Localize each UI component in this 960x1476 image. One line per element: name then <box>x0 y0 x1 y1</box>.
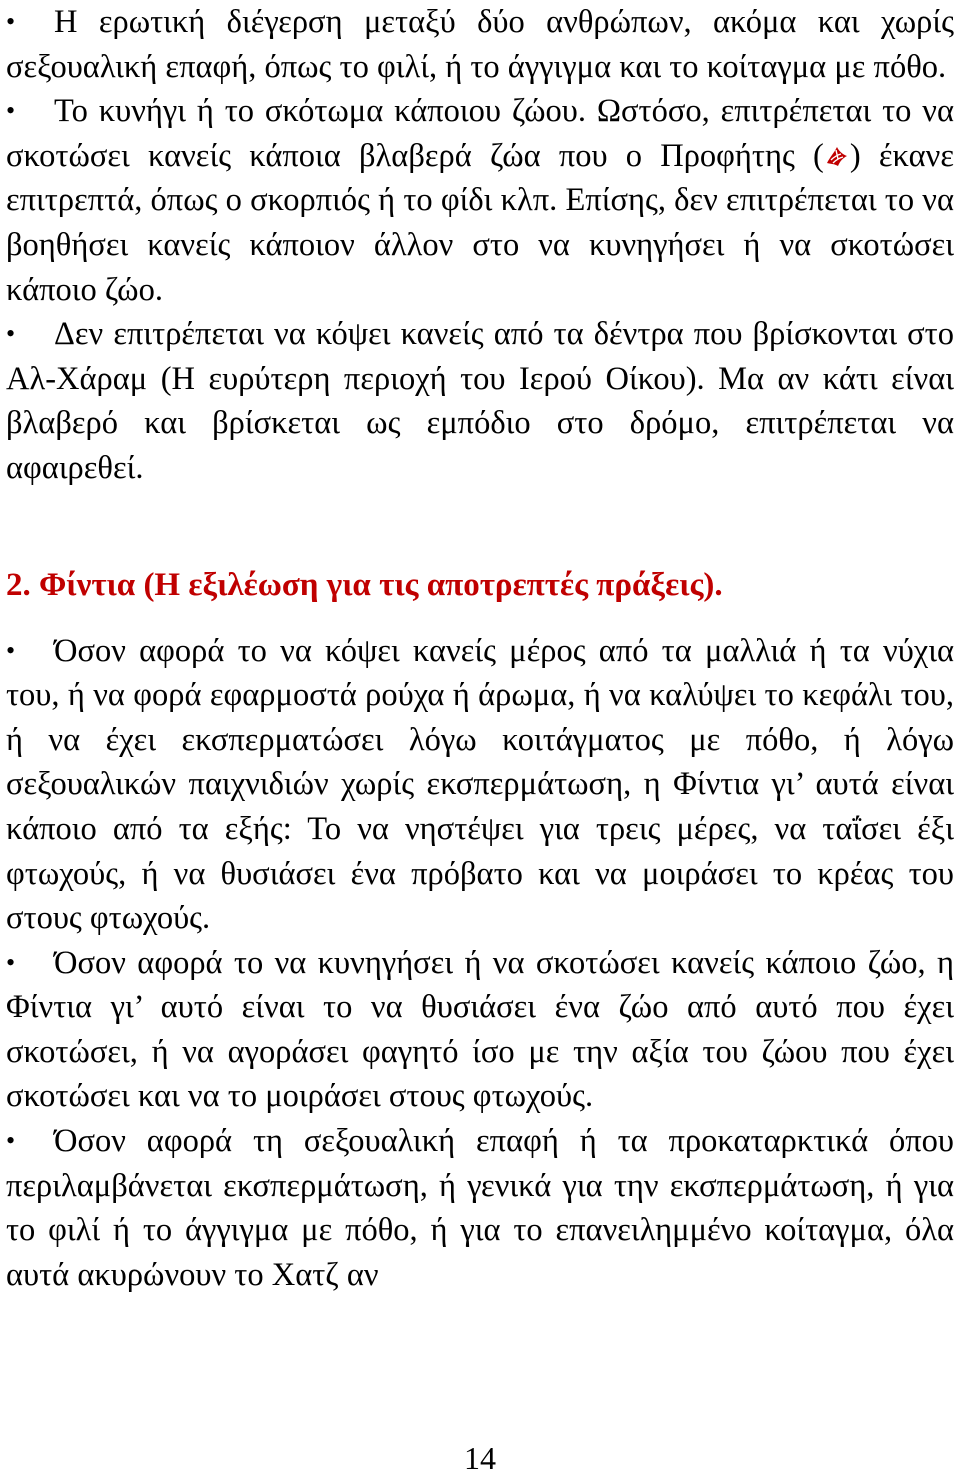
paragraph-text: Όσον αφορά το να κόψει κανείς μέρος από τα μαλλιά ή τα νύχια του, ή να φορά εφαρμοστά ρούχα ή άρωμα, ή να καλύψει το κεφάλι του, ή να έχει εκσπερματώσει λόγω κοιτάγματος με πόθο, ή λόγω σεξουαλικών παιχνιδιών χωρίς εκσπερμάτωση, η Φίντια γι’ αυτά είναι κάποιο από τα εξής: Το να νηστέψει για τρεις μέρες, να ταΐσει έξι φτωχούς, ή να θυσιάσει ένα πρόβατο και να μοιράσει το κρέας του στους φτωχούς. <box>6 632 954 937</box>
bullet-paragraph-5 <box>6 941 954 1119</box>
page-content <box>6 0 954 1297</box>
bullet-icon: • <box>6 1126 16 1156</box>
bullet-paragraph-1 <box>6 0 954 89</box>
paragraph-text: Όσον αφορά τη σεξουαλική επαφή ή τα προκαταρκτικά όπου περιλαμβάνεται εκσπερμάτωση, ή γενικά για την εκσπερμάτωση, ή για το φιλί ή το άγγιγμα με πόθο, ή για το επανειλημμένο κοίταγμα, όλα αυτά ακυρώνουν το Χατζ αν <box>6 1123 954 1293</box>
paragraph-text: Δεν επιτρέπεται να κόψει κανείς από τα δέντρα που βρίσκονται στο Αλ-Χάραμ (Η ευρύτερη περιοχή του Ιερού Οίκου). Μα αν κάτι είναι βλαβερό και βρίσκεται ως εμπόδιο στο δρόμο, επιτρέπεται να αφαιρεθεί. <box>6 316 954 486</box>
bullet-paragraph-3 <box>6 312 954 490</box>
bullet-icon: • <box>6 635 16 665</box>
salutation-seal-icon <box>824 143 850 169</box>
bullet-icon: • <box>6 947 16 977</box>
paragraph-text: Όσον αφορά το να κυνηγήσει ή να σκοτώσει κανείς κάποιο ζώο, η Φίντια γι’ αυτό είναι το να θυσιάσει ένα ζώο από αυτό που έχει σκοτώσει, ή να αγοράσει φαγητό ίσο με την αξία του ζώου που έχει σκοτώσει και να το μοιράσει στους φτωχούς. <box>6 944 954 1115</box>
spacer <box>6 491 954 563</box>
paragraph-text-continued: ) έκανε επιτρεπτά, όπως ο σκορπιός ή το φίδι κλπ. Επίσης, δεν επιτρέπεται το να βοηθήσει κανείς κάποιον άλλον στο να κυνηγήσει ή να σκοτώσει κάποιο ζώο. <box>6 137 955 308</box>
bullet-icon: • <box>6 96 16 126</box>
page-number: 14 <box>464 1440 496 1476</box>
paragraph-text: Το κυνήγι ή το σκότωμα κάποιου ζώου. Ωστόσο, επιτρέπεται το να σκοτώσει κανείς κάποια βλαβερά ζώα που ο Προφήτης ( <box>6 93 954 174</box>
bullet-icon: • <box>6 319 16 349</box>
paragraph-text: Η ερωτική διέγερση μεταξύ δύο ανθρώπων, ακόμα και χωρίς σεξουαλική επαφή, όπως το φιλί, ή το άγγιγμα και το κοίταγμα με πόθο. <box>6 4 954 85</box>
bullet-paragraph-2 <box>6 89 954 312</box>
bullet-icon: • <box>6 7 16 36</box>
section-heading: 2. Φίντια (Η εξιλέωση για τις αποτρεπτές πράξεις). <box>6 566 723 603</box>
bullet-paragraph-6 <box>6 1119 954 1297</box>
bullet-paragraph-4 <box>6 629 954 941</box>
spacer <box>6 607 954 629</box>
